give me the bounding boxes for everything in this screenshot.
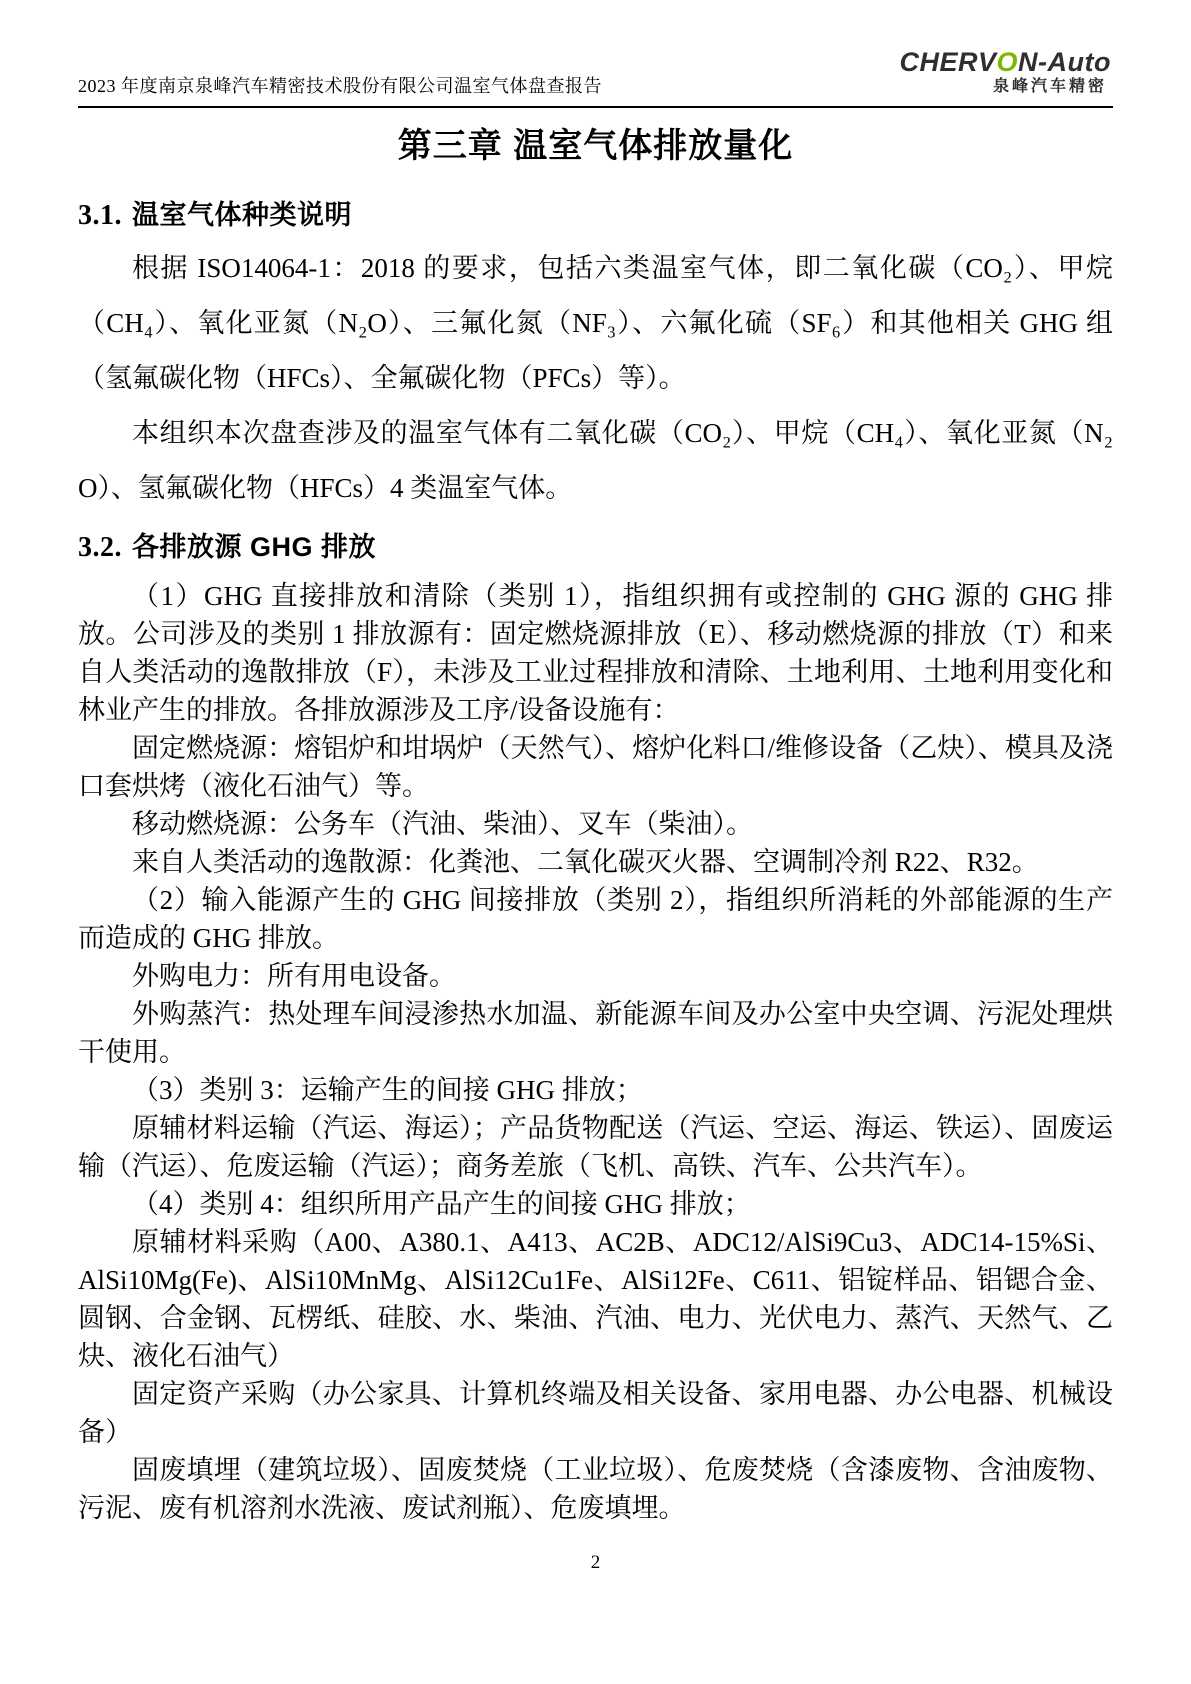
paragraph: 固定资产采购（办公家具、计算机终端及相关设备、家用电器、办公电器、机械设备） <box>78 1379 1113 1447</box>
paragraph: 固废填埋（建筑垃圾）、固废焚烧（工业垃圾）、危废焚烧（含漆废物、含油废物、污泥、废有机溶剂水洗液、废试剂瓶）、危废填埋。 <box>78 1455 1113 1523</box>
logo-text-suffix: N-Auto <box>1018 47 1111 77</box>
section-3-1-number: 3.1. <box>78 200 122 231</box>
paragraph: 原辅材料运输（汽运、海运）；产品货物配送（汽运、空运、海运、铁运）、固废运输（汽运）、危废运输（汽运）；商务差旅（飞机、高铁、汽车、公共汽车）。 <box>78 1113 1113 1181</box>
section-3-1-title: 温室气体种类说明 <box>132 200 352 230</box>
section-3-2 <box>78 530 1113 1527</box>
section-3-2-title: 各排放源 GHG 排放 <box>132 532 377 562</box>
section-3-2-body <box>78 577 1113 1527</box>
section-3-1 <box>78 198 1113 516</box>
paragraph: 移动燃烧源：公务车（汽油、柴油）、叉车（柴油）。 <box>132 809 753 839</box>
section-3-1-body <box>78 241 1113 516</box>
paragraph: 本组织本次盘查涉及的温室气体有二氧化碳（CO₂）、甲烷（CH₄）、氧化亚氮（N₂O）、氢氟碳化物（HFCs）4 类温室气体。 <box>78 418 1113 503</box>
paragraph: 外购蒸汽：热处理车间浸渗热水加温、新能源车间及办公室中央空调、污泥处理烘干使用。 <box>78 999 1113 1067</box>
paragraph: 固定燃烧源：熔铝炉和坩埚炉（天然气）、熔炉化料口/维修设备（乙炔）、模具及浇口套烘烤（液化石油气）等。 <box>78 733 1113 801</box>
paragraph: 来自人类活动的逸散源：化粪池、二氧化碳灭火器、空调制冷剂 R22、R32。 <box>132 847 1039 877</box>
page-number: 2 <box>590 1552 601 1573</box>
section-3-1-heading <box>78 198 1113 233</box>
logo-green-o-icon: O <box>996 47 1019 77</box>
logo-text-prefix: CHERV <box>899 47 997 77</box>
section-3-2-number: 3.2. <box>78 532 122 563</box>
logo-wordmark <box>900 47 1112 77</box>
chapter-title: 第三章 温室气体排放量化 <box>397 127 794 165</box>
paragraph: （1）GHG 直接排放和清除（类别 1），指组织拥有或控制的 GHG 源的 GHG 排放。公司涉及的类别 1 排放源有：固定燃烧源排放（E）、移动燃烧源的排放（T）和来自人类活动的逸散排放（F），未涉及工业过程排放和清除、土地利用、土地利用变化和林业产生的排放。各排放源涉及工序/设备设施有： <box>78 581 1113 725</box>
paragraph: （4）类别 4：组织所用产品产生的间接 GHG 排放； <box>132 1189 751 1219</box>
running-header-title: 2023 年度南京泉峰汽车精密技术股份有限公司温室气体盘查报告 <box>78 76 602 96</box>
paragraph: （3）类别 3：运输产生的间接 GHG 排放； <box>132 1075 643 1105</box>
paragraph: 原辅材料采购（A00、A380.1、A413、AC2B、ADC12/AlSi9Cu3、ADC14-15%Si、AlSi10Mg(Fe)、AlSi10MnMg、AlSi12Cu1Fe、AlSi12Fe、C611、铝锭样品、铝锶合金、圆钢、合金钢、瓦楞纸、硅胶、水、柴油、汽油、电力、光伏电力、蒸汽、天然气、乙炔、液化石油气） <box>78 1227 1113 1371</box>
section-3-2-heading <box>78 530 1113 565</box>
page-header <box>78 0 1113 108</box>
chervon-auto-logo <box>900 47 1112 96</box>
logo-subtitle: 泉峰汽车精密 <box>992 78 1107 95</box>
paragraph: 外购电力：所有用电设备。 <box>132 961 456 991</box>
paragraph: 根据 ISO14064-1：2018 的要求，包括六类温室气体，即二氧化碳（CO₂）、甲烷（CH₄）、氧化亚氮（N₂O）、三氟化氮（NF₃）、六氟化硫（SF₆）和其他相关 GHG 组（氢氟碳化物（HFCs）、全氟碳化物（PFCs）等）。 <box>78 253 1113 393</box>
page-footer <box>0 1552 1191 1574</box>
paragraph: （2）输入能源产生的 GHG 间接排放（类别 2），指组织所消耗的外部能源的生产而造成的 GHG 排放。 <box>78 885 1113 953</box>
